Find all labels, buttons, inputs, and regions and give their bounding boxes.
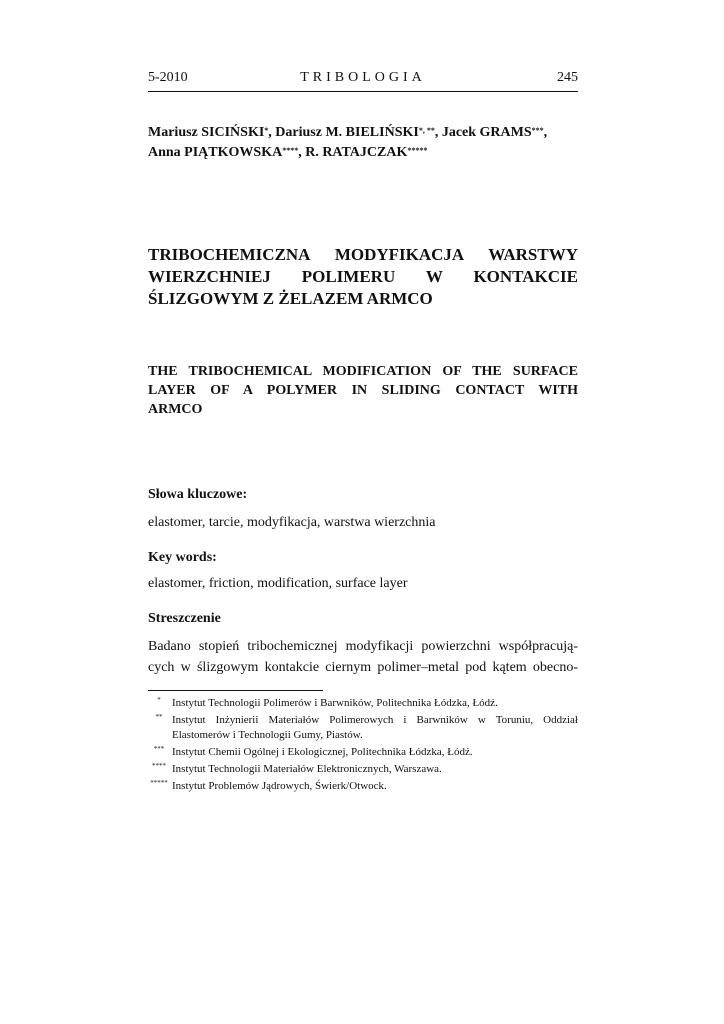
footnote-text: Instytut Inżynierii Materiałów Polimerowych i Barwników w Toruniu, Oddział <box>172 714 578 726</box>
affiliation-mark: **** <box>282 146 299 155</box>
author-separator: , <box>434 125 442 140</box>
title-line: LAYER OF A POLYMER IN SLIDING CONTACT WITH <box>148 383 578 398</box>
abstract-line: Badano stopień tribochemicznej modyfikacji powierzchni współpracują- <box>148 639 578 654</box>
footnote <box>148 762 578 777</box>
footnote-mark: *** <box>153 745 165 753</box>
header-rule <box>148 91 578 92</box>
footnote <box>148 779 578 794</box>
footnote-text: Instytut Problemów Jądrowych, Świerk/Otwock. <box>172 780 387 792</box>
author-list <box>148 123 588 163</box>
keywords-en-text: elastomer, friction, modification, surface layer <box>148 576 408 591</box>
author-line-2 <box>148 143 588 163</box>
title-line: TRIBOCHEMICZNA MODYFIKACJA WARSTWY <box>148 245 578 264</box>
keywords-en-heading: Key words: <box>148 550 217 565</box>
author-name: Jacek GRAMS <box>441 125 532 140</box>
footnote-mark: **** <box>152 762 166 770</box>
title-polish <box>148 244 578 310</box>
page-number: 245 <box>557 70 578 85</box>
affiliation-mark: ***** <box>407 146 428 155</box>
affiliation-mark: *, ** <box>418 126 435 135</box>
footnote <box>148 713 578 743</box>
journal-name: TRIBOLOGIA <box>300 70 426 85</box>
keywords-pl-heading: Słowa kluczowe: <box>148 487 248 502</box>
footnote-mark: * <box>157 696 161 704</box>
footnote-mark: ***** <box>150 779 168 787</box>
footnote-text: Elastomerów i Technologii Gumy, Piastów. <box>172 729 363 741</box>
running-header <box>148 70 578 90</box>
title-english <box>148 362 578 419</box>
footnote <box>148 696 578 711</box>
author-name: Dariusz M. BIELIŃSKI <box>275 125 419 140</box>
author-name: Anna PIĄTKOWSKA <box>148 145 283 160</box>
author-line-1 <box>148 123 588 143</box>
title-line: WIERZCHNIEJ POLIMERU W KONTAKCIE <box>148 267 578 286</box>
abstract-line: cych w ślizgowym kontakcie ciernym polimer–metal pod kątem obecno- <box>148 660 578 675</box>
footnote <box>148 745 578 760</box>
author-name: R. RATAJCZAK <box>305 145 408 160</box>
author-name: Mariusz SICIŃSKI <box>148 125 265 140</box>
abstract-body <box>148 636 578 678</box>
title-line: THE TRIBOCHEMICAL MODIFICATION OF THE SURFACE <box>148 364 578 379</box>
footnotes <box>148 696 578 794</box>
footnote-mark: ** <box>155 713 163 721</box>
footnote-text: Instytut Chemii Ogólnej i Ekologicznej, Politechnika Łódzka, Łódź. <box>172 746 473 758</box>
title-line: ARMCO <box>148 402 203 417</box>
footnote-text: Instytut Technologii Materiałów Elektronicznych, Warszawa. <box>172 763 442 775</box>
issue-number: 5-2010 <box>148 70 188 85</box>
affiliation-mark: *** <box>531 126 544 135</box>
footnote-text: Instytut Technologii Polimerów i Barwników, Politechnika Łódzka, Łódź. <box>172 697 498 709</box>
footnote-rule <box>148 690 323 691</box>
author-separator: , <box>268 125 276 140</box>
abstract-heading: Streszczenie <box>148 611 221 626</box>
author-separator: , <box>543 125 548 140</box>
title-line: ŚLIZGOWYM Z ŻELAZEM ARMCO <box>148 289 433 308</box>
affiliation-mark: * <box>264 126 269 135</box>
keywords-pl-text: elastomer, tarcie, modyfikacja, warstwa wierzchnia <box>148 515 436 530</box>
author-separator: , <box>298 145 306 160</box>
